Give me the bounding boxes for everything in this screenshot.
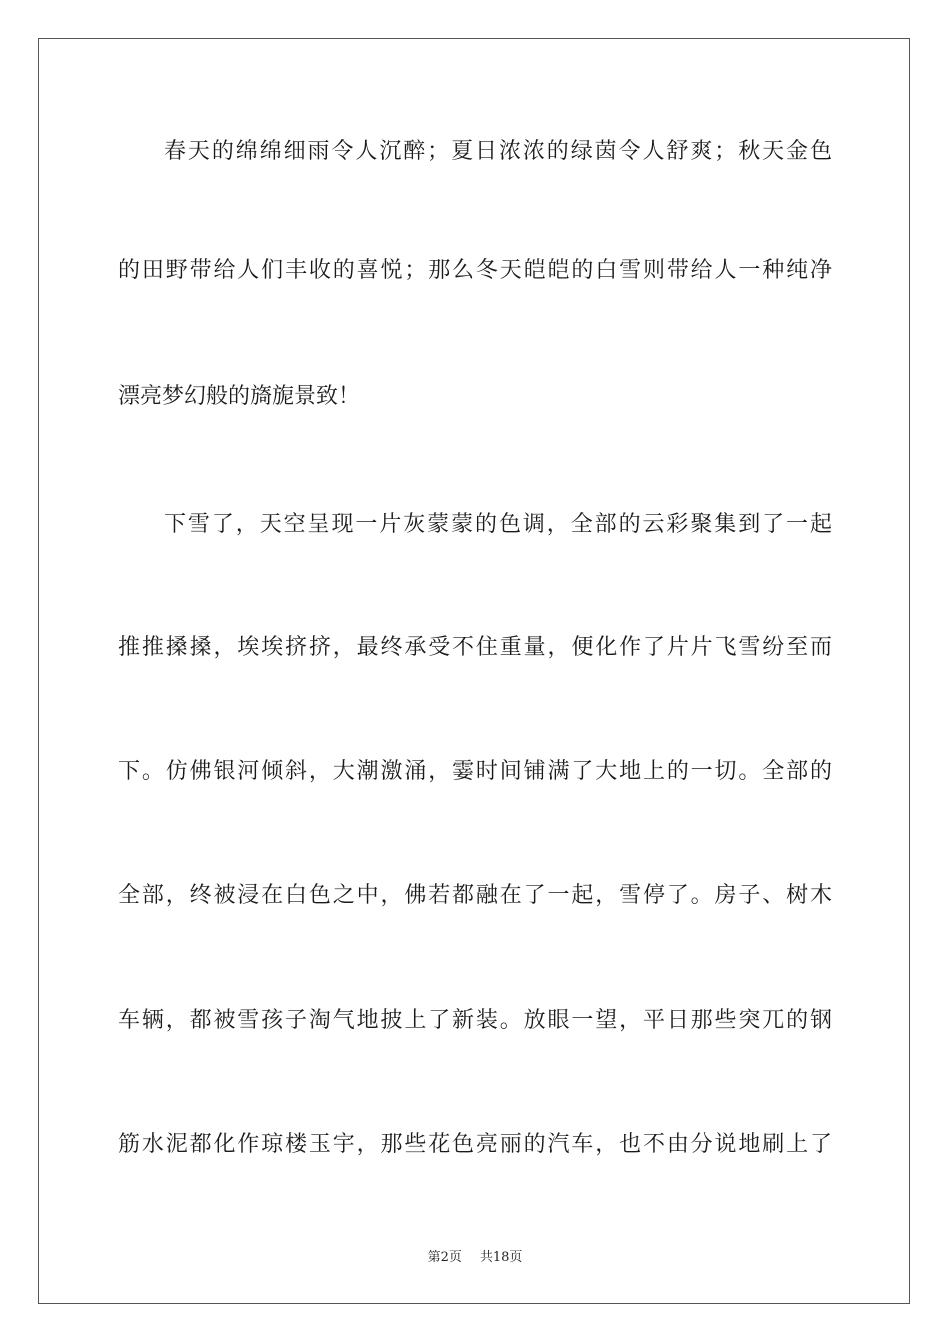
paragraph-1-line-2: 的田野带给人们丰收的喜悦；那么冬天皑皑的白雪则带给人一种纯净	[118, 258, 832, 283]
page-total: 共18页	[479, 1250, 523, 1265]
page-number: 第2页	[427, 1250, 462, 1265]
page-border	[38, 38, 910, 1304]
paragraph-2-line-6: 筋水泥都化作琼楼玉宇，那些花色亮丽的汽车，也不由分说地刷上了	[118, 1132, 832, 1157]
paragraph-2-line-4: 全部，终被浸在白色之中，佛若都融在了一起，雪停了。房子、树木	[118, 883, 832, 908]
paragraph-2-line-1: 下雪了，天空呈现一片灰蒙蒙的色调，全部的云彩聚集到了一起	[164, 512, 832, 537]
page-footer	[0, 1246, 950, 1265]
paragraph-2-line-3: 下。仿佛银河倾斜，大潮激涌，霎时间铺满了大地上的一切。全部的	[118, 759, 832, 784]
paragraph-1-line-1: 春天的绵绵细雨令人沉醉；夏日浓浓的绿茵令人舒爽；秋天金色	[164, 139, 832, 164]
paragraph-2-line-2: 推推搡搡，埃埃挤挤，最终承受不住重量，便化作了片片飞雪纷至而	[118, 635, 832, 660]
paragraph-1-line-3: 漂亮梦幻般的旖旎景致！	[118, 384, 361, 409]
paragraph-2-line-5: 车辆，都被雪孩子淘气地披上了新装。放眼一望，平日那些突兀的钢	[118, 1008, 832, 1033]
